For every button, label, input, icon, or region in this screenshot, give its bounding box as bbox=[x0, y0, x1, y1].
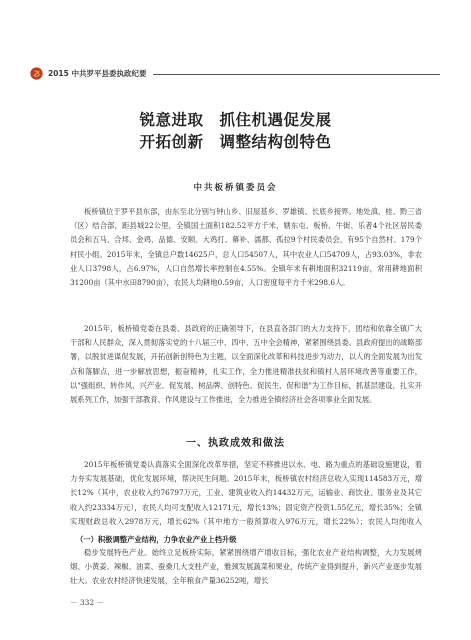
header-rule bbox=[153, 74, 441, 75]
subsection-heading: （一）积极调整产业结构，力争农业产业上档升级 bbox=[76, 535, 237, 544]
section-heading: 一、执政成效和做法 bbox=[186, 438, 285, 449]
article-title-line-2: 开拓创新 调整结构创特色 bbox=[139, 132, 332, 151]
intro-paragraph-1: 板桥镇位于罗平县东部，由东至北分别与钟山乡、旧屋基乡、罗雄镇、长底乡接界。地处滇、桂、黔三省（区）结合部，距县城22公里，全镇国土面积182.52平方千米，辖东屯、板桥、牛街、乐者4个社区居民委员会和五马、合邦、金鸡、品德、安顺、大鸡打、幕补、濡都、孤拉9个村民委员会，有95个自然村、179个村民小组。2015年末，全镇总户数14625户，总人口54507人，其中农业人口54709人，占93.03%，非农业人口3798人，占6.97%，人口自然增长率控制在4.55%。全镇年末有耕地面积32119亩，常用耕地面积31200亩（其中水田8790亩），农民人均耕地0.59亩，人口密度每平方千米298.6人。 bbox=[70, 207, 422, 288]
article-author: 中共板桥镇委员会 bbox=[193, 183, 278, 193]
running-header-text: 2015 中共罗平县委执政纪要 bbox=[48, 68, 147, 78]
page-number: － 332 － bbox=[70, 598, 105, 607]
subsection-paragraph-1: 稳步发展特色产业。始终立足板桥实际，紧紧围绕增产增收目标，强化农业产业结构调整，大力发展烤烟、小黄姜、辣椒、油菜、蚕桑几大支柱产业，雅颈发展蔬菜和果业，传统产业得到提升，新兴产业逐步发展壮大。农业农村经济快速发展，全年粮食产量36252吨，增长 bbox=[70, 548, 422, 586]
section-paragraph-1: 2015年板桥镇党委认真落实全面深化改革举措，坚定不移推进以水、电、路为重点的基础设施建设，着力夯实发展基础，优化发展环境，帮决民生问题。2015年末，板桥镇农村经济总收入实现114583万元，增长12%（其中，农业收入约76797万元，工业、建筑业收入约14432万元，运输业、商饮业、服务业及其它收入约23334万元），农民人均可支配收入12171元，增长13%；固定资产投资1.55亿元，增长35%；全镇实现财政总收入2978万元，增长62%（其中地方一般预算收入976万元，增长22%）；农民人均纯收入 bbox=[70, 460, 422, 526]
running-header bbox=[30, 66, 440, 80]
party-emblem-icon bbox=[30, 67, 43, 80]
article-title-line-1: 锐意进取 抓住机遇促发展 bbox=[139, 110, 332, 129]
intro-paragraph-2: 2015年，板桥镇党委在县委、县政府的正确领导下，在县直各部门的大力支持下，团结和依靠全镇广大干部和人民群众，深入贯彻落实党的十八届三中、四中、五中全会精神，紧紧围绕县委、县政府提出的战略部署，以脱贫进谋促发展，开拓创新创特色为主题，以全面深化改革和科技进步为动力，以人的全面发展为出发点和落脚点，进一步解放思想，振奋精神，扎实工作，全力推进精准扶贫和镇村人居环境改善等重要工作，以"强组织、转作风、兴产业、促发展、树品牌、创特色、促民生、促和谐"为工作目标，抓基层建设，扎实开展系列工作，加强干部教育、作风建设与工作推进，全力推进全镇经济社会各项事业全面发展。 bbox=[70, 324, 422, 405]
